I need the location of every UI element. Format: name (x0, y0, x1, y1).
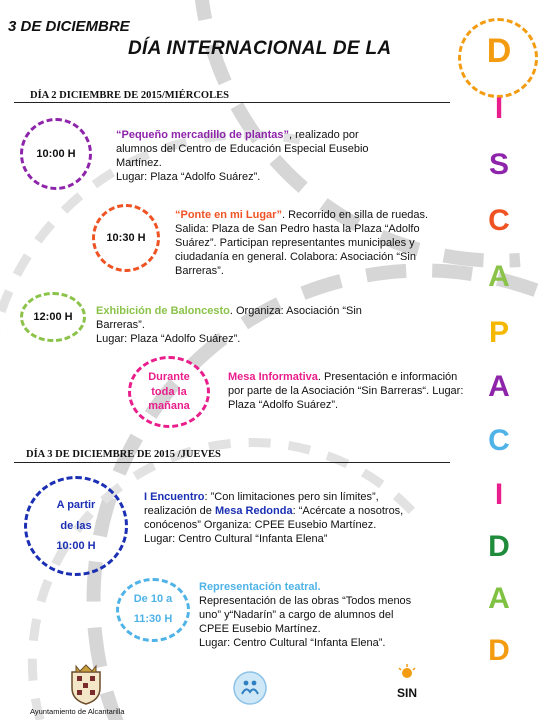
day2-rule (14, 462, 450, 463)
vertical-letter: P (488, 316, 509, 349)
event-title: “Ponte en mi Lugar” (175, 209, 282, 221)
accessibility-logo-icon (232, 670, 268, 706)
day1-rule (14, 102, 450, 103)
time-circle-1030 (92, 204, 160, 272)
event-place: Lugar: Plaza “Adolfo Suárez”. (116, 171, 261, 184)
event-text-2: : “Acércate a nosotros, conócenos” Organiza: CPEE Eusebio Martínez. (144, 505, 404, 532)
sun-figure-icon (396, 664, 418, 682)
time-circle-1200 (20, 292, 86, 342)
vertical-letter: C (488, 204, 510, 237)
event-place: Lugar: Plaza “Adolfo Suárez”. (96, 333, 241, 346)
time-circle-de-10 (116, 578, 190, 642)
time-line-2: 11:30 H (133, 613, 173, 625)
event-text: , realizado por alumnos del Centro de Educación Especial Eusebio Martínez. (116, 129, 369, 170)
vertical-letter: D (488, 530, 510, 563)
vertical-letter: I (494, 92, 504, 125)
vertical-letter: S (488, 148, 509, 181)
time-line-2: de las (60, 519, 92, 532)
vertical-letter: A (488, 582, 510, 615)
event-title: Exhibición de Baloncesto (96, 305, 230, 317)
time-line-3: 10:00 H (56, 540, 96, 553)
event-text: : ”Con limitaciones pero sin límites”, realización de (144, 491, 379, 518)
page-title: DÍA INTERNACIONAL DE LA (128, 38, 392, 59)
event-baloncesto (96, 304, 386, 346)
event-text: . Organiza: Asociación “Sin Barreras”. (96, 305, 362, 332)
time-label: 10:30 H (106, 231, 146, 244)
event-text: . Recorrido en silla de ruedas. Salida: Plaza de San Pedro hasta la Plaza “Adolfo Suárez”. Participan representantes municipales y ciudadanía en general. Colabora: Asociación “Sin Barreras”. (175, 209, 429, 278)
vertical-letter: A (488, 370, 510, 403)
time-label: 10:00 H (36, 147, 76, 160)
day2-heading: DÍA 3 DE DICIEMBRE DE 2015 /JUEVES (26, 449, 221, 460)
event-title: Representación teatral. (199, 581, 321, 593)
time-line-1: De 10 a (133, 593, 173, 606)
event-text: Representación de las obras “Todos menos uno” y“Nadarín” a cargo de alumnos del CPEE Eusebio Martínez. (199, 595, 412, 636)
time-label: 12:00 H (33, 310, 73, 323)
vertical-letter: D (486, 32, 512, 70)
council-crest-icon (66, 662, 106, 706)
event-title-2: Mesa Redonda (214, 505, 293, 518)
council-label: Ayuntamiento de Alcantarilla (30, 707, 125, 716)
time-circle-a-partir (24, 476, 128, 576)
time-line-1: A partir (56, 498, 96, 511)
time-circle-1000 (20, 118, 92, 190)
event-encuentro (144, 490, 420, 546)
time-label: Durante toda la mañana (148, 370, 190, 413)
event-title: “Pequeño mercadillo de plantas” (116, 129, 289, 141)
event-ponte (175, 208, 445, 278)
event-title: I Encuentro (144, 491, 205, 503)
sin-barreras-text: SIN (396, 686, 417, 700)
event-place: Lugar: Centro Cultural “Infanta Elena”. (199, 637, 386, 650)
event-title: Mesa Informativa (228, 371, 318, 383)
vertical-letter: D (488, 634, 510, 667)
event-teatro (199, 580, 425, 650)
event-text: . Presentación e información por parte de la Asociación “Sin Barreras“. Lugar: Plaza “Adolfo Suárez”. (228, 371, 464, 412)
vertical-letter: C (488, 424, 510, 457)
sin-barreras-logo (392, 664, 422, 710)
day1-heading: DÍA 2 DICIEMBRE DE 2015/MIÉRCOLES (30, 90, 229, 101)
event-place: Lugar: Centro Cultural “Infanta Elena” (144, 533, 328, 546)
vertical-letter: I (494, 478, 504, 511)
vertical-letter: A (488, 260, 510, 293)
header-date: 3 DE DICIEMBRE (8, 18, 130, 35)
event-mesa-informativa (228, 370, 464, 412)
time-circle-manana (128, 356, 210, 428)
event-mercadillo (116, 128, 396, 184)
